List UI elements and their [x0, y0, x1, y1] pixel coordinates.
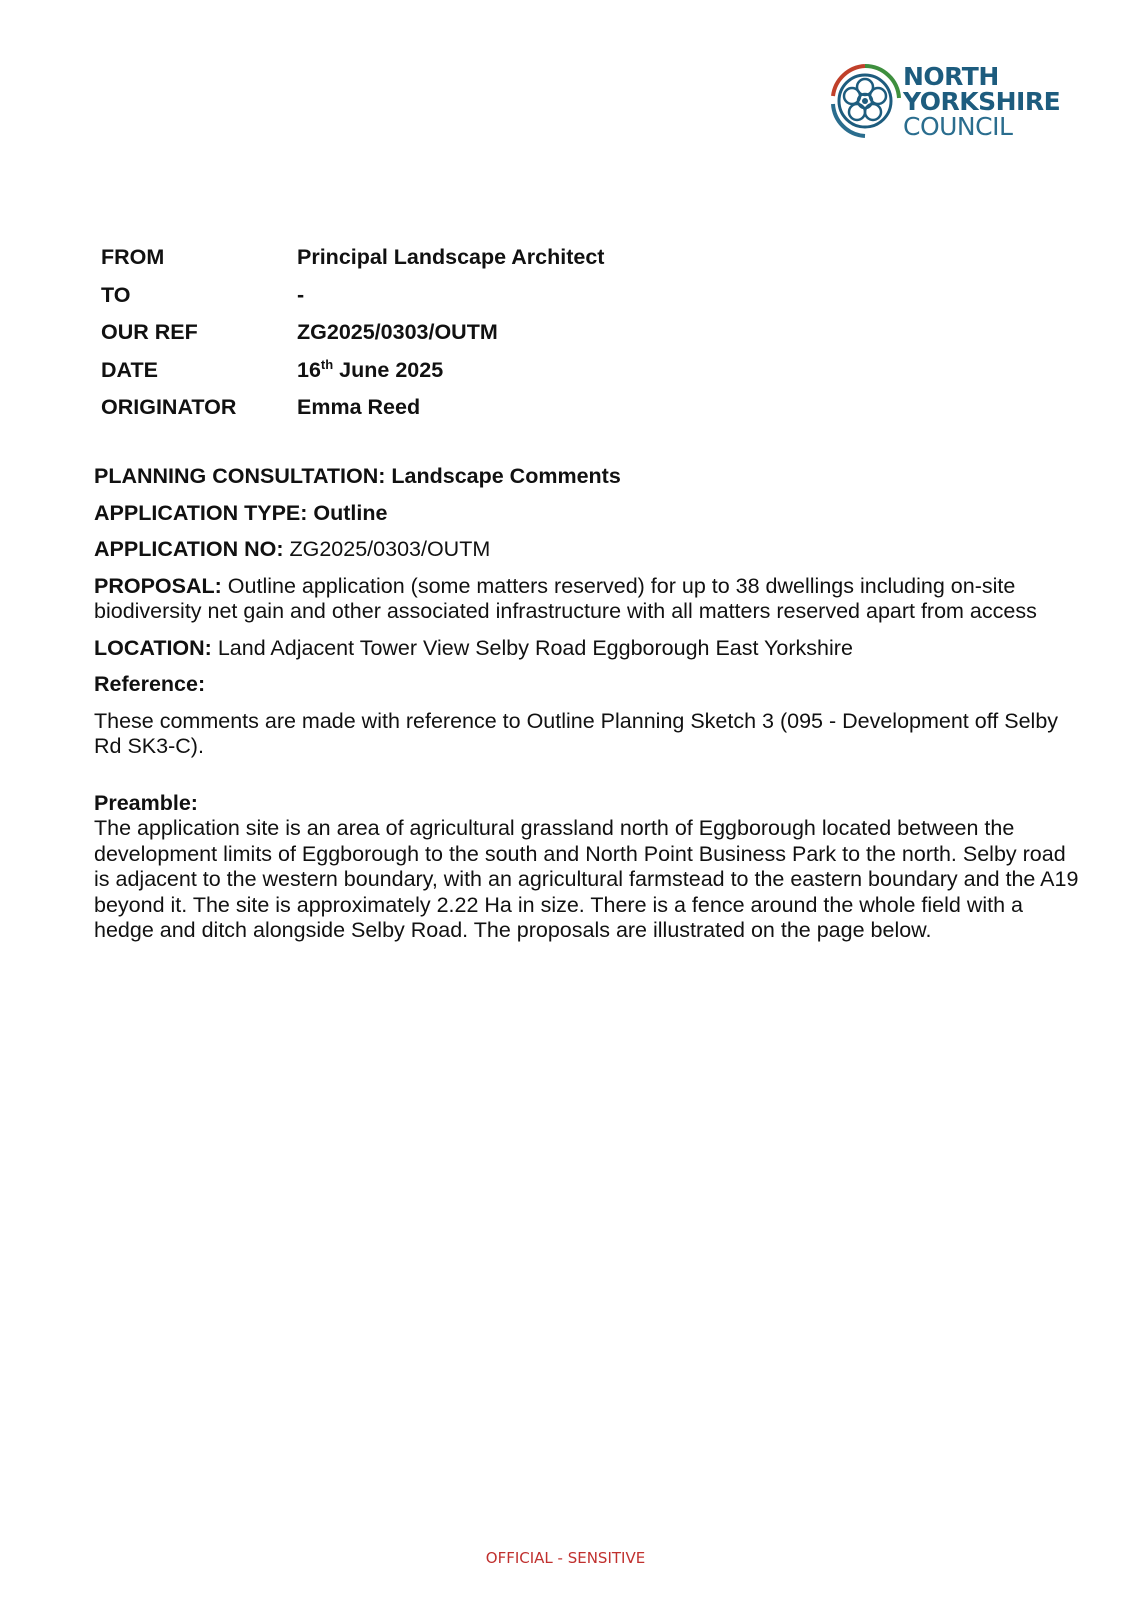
header-label: OUR REF — [101, 320, 198, 344]
header-row-date — [101, 358, 604, 396]
value: Land Adjacent Tower View Selby Road Eggborough East Yorkshire — [211, 635, 853, 660]
reference-heading — [94, 672, 1079, 698]
date-rest: June 2025 — [333, 357, 444, 382]
spacer — [94, 771, 1079, 791]
header-value: Emma Reed — [297, 395, 421, 419]
label: PLANNING CONSULTATION: — [94, 464, 386, 488]
header-label: ORIGINATOR — [101, 395, 237, 419]
header-label: DATE — [101, 357, 158, 382]
value: Landscape Comments — [385, 464, 621, 488]
heading-text: Preamble: — [94, 790, 198, 815]
header-row-ref — [101, 320, 604, 358]
preamble-text: The application site is an area of agricultural grassland north of Eggborough located between the development limits of Eggborough to the south and North Point Business Park to the north. Selby road is adjacent to the western boundary, with an agricultural farmstead to the eastern boundary and the A19 beyond it. The site is approximately 2.22 Ha in size. There is a fence around the whole field with a hedge and ditch alongside Selby Road. The proposals are illustrated on the page below. — [94, 816, 1079, 942]
header-label: FROM — [101, 245, 165, 269]
memo-header — [101, 245, 604, 433]
date-ordinal: th — [320, 356, 334, 372]
header-value: - — [297, 282, 305, 307]
consultation-title — [94, 464, 1079, 490]
classification-footer: OFFICIAL - SENSITIVE — [485, 1549, 646, 1567]
council-logo — [825, 60, 1065, 144]
label: LOCATION: — [94, 635, 212, 660]
header-label: TO — [101, 282, 131, 307]
header-value: ZG2025/0303/OUTM — [297, 320, 498, 344]
header-value-date — [297, 358, 443, 396]
header-row-originator — [101, 395, 604, 433]
logo-text-north: NORTH — [903, 62, 999, 91]
consultation-body — [94, 464, 1079, 955]
header-value: Principal Landscape Architect — [297, 245, 605, 269]
label: APPLICATION NO: — [94, 537, 284, 561]
label: PROPOSAL: — [94, 573, 222, 598]
value: Outline application (some matters reserved) for up to 38 dwellings including on-site biodiversity net gain and other associated infrastructure with all matters reserved apart from access — [94, 573, 1037, 623]
date-day: 16 — [297, 357, 321, 382]
heading-text: Reference: — [94, 672, 206, 696]
reference-text: These comments are made with reference to Outline Planning Sketch 3 (095 - Development off Selby Rd SK3-C). — [94, 708, 1059, 758]
location — [94, 636, 1079, 662]
proposal — [94, 574, 1079, 625]
header-row-from — [101, 245, 604, 283]
preamble-heading — [94, 791, 1079, 817]
header-row-to — [101, 283, 604, 321]
yorkshire-rose-icon — [825, 60, 901, 144]
application-type — [94, 501, 1079, 527]
label: APPLICATION TYPE: — [94, 500, 308, 525]
logo-text-yorkshire: YORKSHIRE — [903, 87, 1061, 116]
value: Outline — [307, 500, 388, 525]
logo-text-council: COUNCIL — [903, 112, 1013, 141]
value: ZG2025/0303/OUTM — [283, 537, 491, 561]
application-no — [94, 537, 1079, 563]
